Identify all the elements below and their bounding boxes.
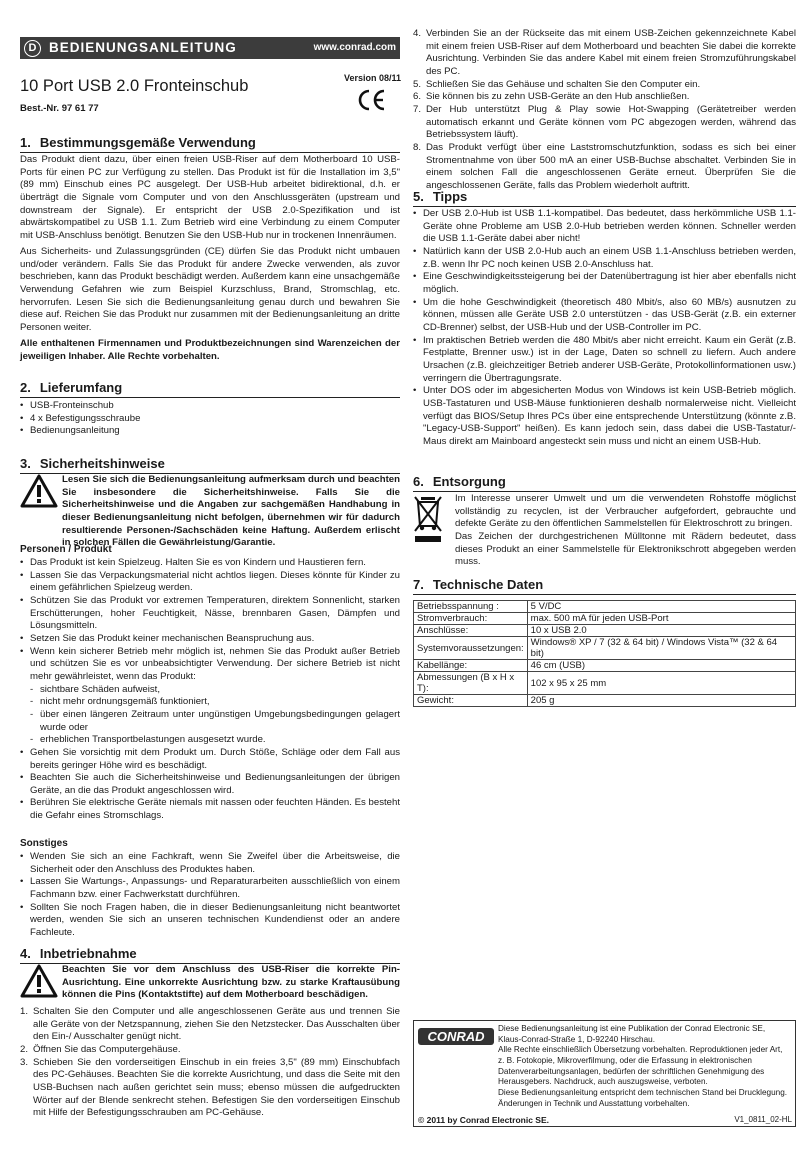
warning-triangle-icon xyxy=(20,474,58,508)
list-item: • Berühren Sie elektrische Geräte niemals mit nassen oder feuchten Händen. Es besteht die Gefahr eines Stromschlags. xyxy=(20,797,400,822)
list-item: • Lassen Sie das Verpackungsmaterial nicht achtlos liegen. Dieses könnte für Kinder zu einem gefährlichen Spielzeug werden. xyxy=(20,570,400,595)
list-item: • Schützen Sie das Produkt vor extremen Temperaturen, direktem Sonnenlicht, starken Erschütterungen, hoher Feuchtigkeit, Nässe, brennbaren Gasen, Dämpfen und Lösungsmitteln. xyxy=(20,595,400,633)
table-row: Stromverbrauch: max. 500 mA für jeden USB-Port xyxy=(414,613,796,625)
list-item: 6. Sie können bis zu zehn USB-Geräte an den Hub anschließen. xyxy=(413,91,690,103)
version-code: V1_0811_02-HL xyxy=(734,1115,792,1124)
subheading-other: Sonstiges xyxy=(20,838,68,849)
installation-steps-right xyxy=(413,28,796,193)
list-item: • Gehen Sie vorsichtig mit dem Produkt um. Durch Stöße, Schläge oder dem Fall aus bereits geringer Höhe wird es beschädigt. xyxy=(20,747,400,772)
section-heading-6: 6. Entsorgung xyxy=(413,473,796,492)
intro-paragraph: Das Produkt dient dazu, über einen freien USB-Riser auf dem Motherboard 10 USB-Ports für einen PC zur Verfügung zu stellen. Das Produkt ist für die Installation im 3,5" (89 mm) Einschub eines PC ausgelegt. Der USB-Hub arbeitet bidirektional, d.h. er überträgt die Signale vom Computer und von den Anschlussgeräten (upstream und downstream der Signale). Er entspricht der USB 2.0-Spezifikation und ist abwärtskompatibel zu USB 1.1. Zum Betrieb wird eine Verbindung zu einem Computer mit USB-Anschluss benötigt. Benutzen Sie den USB-Hub nur in trockenen Innenräumen. xyxy=(20,154,400,241)
disposal-paragraph: Im Interesse unserer Umwelt und um die verwendeten Rohstoffe möglichst vollständig zu recyclen, ist der Verbraucher aufgefordert, gebrauchte und defekte Geräte zu den öffentlichen Sammelstellen für Elektroschrott zu bringen. xyxy=(455,493,796,530)
list-item: • Wenn kein sicherer Betrieb mehr möglich ist, nehmen Sie das Produkt außer Betrieb und schützen Sie es vor unbeabsichtigter Verwendung. Der sichere Betrieb ist nicht mehr gewährleistet, wenn das Produkt: xyxy=(20,646,400,684)
list-item: • Sollten Sie noch Fragen haben, die in dieser Bedienungsanleitung nicht beantwortet werden, wenden Sie sich an unseren technischen Kundendienst oder an andere Fachleute. xyxy=(20,902,400,940)
list-item: • Das Produkt ist kein Spielzeug. Halten Sie es von Kindern und Haustieren fern. xyxy=(20,557,400,570)
section-heading-2: 2. Lieferumfang xyxy=(20,379,400,398)
table-row: Systemvoraussetzungen: Windows® XP / 7 (32 & 64 bit) / Windows Vista™ (32 & 64 bit) xyxy=(414,637,796,660)
list-item: - nicht mehr ordnungsgemäß funktioniert, xyxy=(20,696,400,709)
list-item: • Unter DOS oder im abgesicherten Modus von Windows ist kein USB-Betrieb möglich. USB-Tastaturen und USB-Mäuse funktionieren deshalb normalerweise nicht. Vielleicht verfügt das BIOS/Setup Ihres PCs über eine entsprechende Unterstützung (könnte z.B. "Legacy-USB-Support" heißen). Es kann jedoch sein, dass dabei die USB-Tastatur/-Maus direkt am Mainboard angesteckt sein muss und nicht an einem USB-Hub. xyxy=(413,385,796,448)
section-heading-3: 3. Sicherheitshinweise xyxy=(20,455,400,474)
list-item: 5. Schließen Sie das Gehäuse und schalten Sie den Computer ein. xyxy=(413,78,701,90)
installation-warning-text: Beachten Sie vor dem Anschluss des USB-Riser die korrekte Pin-Ausrichtung. Eine unkorrekte Ausrichtung bzw. zu starke Kraftausübung können die Pins (Kontaktstifte) auf dem Motherboard beschädigen. xyxy=(62,964,400,1001)
list-item: 4. Verbinden Sie an der Rückseite das mit einem USB-Zeichen gekennzeichnete Kabel mit einem freien USB-Riser auf dem Motherboard und beachten Sie dabei die korrekte Ausrichtung. Verbinden Sie das andere Kabel mit einem freien Stromzuführungskabel des PC. xyxy=(413,28,796,77)
list-item: - sichtbare Schäden aufweist, xyxy=(20,684,400,697)
list-item: 2. Öffnen Sie das Computergehäuse. xyxy=(20,1043,181,1055)
country-badge: D xyxy=(24,40,41,57)
order-number: Best.-Nr. 97 61 77 xyxy=(20,103,99,114)
section-heading-5: 5. Tipps xyxy=(413,188,796,207)
table-row: Anschlüsse: 10 x USB 2.0 xyxy=(414,625,796,637)
table-row: Abmessungen (B x H x T): 102 x 95 x 25 mm xyxy=(414,672,796,695)
publisher-footer xyxy=(413,1020,796,1127)
list-item: • Lassen Sie Wartungs-, Anpassungs- und Reparaturarbeiten ausschließlich von einem Fachmann bzw. einer Fachwerkstatt durchführen. xyxy=(20,876,400,901)
document-title: 10 Port USB 2.0 Fronteinschub xyxy=(20,77,249,95)
tech-specs-table xyxy=(413,600,796,707)
list-item: 3. Schieben Sie den vorderseitigen Einschub in ein freies 3,5" (89 mm) Einschubfach des PC-Gehäuses. Beachten Sie die korrekte Ausrichtung, und dass die Seite mit den USB-Buchsen nach außen gerichtet sein muss; ebenso müssen die aufgedruckten Wörter auf der Blende senkrecht stehen. Befestigen Sie den vorderseitigen Einschub mit Hilfe der Befestigungsschrauben am PC-Gehäuse. xyxy=(20,1056,400,1119)
list-item: • Setzen Sie das Produkt keiner mechanischen Beanspruchung aus. xyxy=(20,633,400,646)
section-heading-7: 7. Technische Daten xyxy=(413,576,796,595)
list-item: 7. Der Hub unterstützt Plug & Play sowie Hot-Swapping (Gerätetreiber werden automatisch erkannt und Geräte können vom PC abgezogen werden, während das Betriebssystem läuft). xyxy=(413,103,796,141)
list-item: • Wenden Sie sich an eine Fachkraft, wenn Sie Zweifel über die Arbeitsweise, die Sicherheit oder den Anschluss des Produktes haben. xyxy=(20,851,400,876)
safety-warning-box xyxy=(20,474,400,550)
list-item: • Im praktischen Betrieb werden die 480 Mbit/s aber nicht erreicht. Kaum ein Gerät (z.B. Festplatte, Brenner usw.) ist in der Lage, Daten so schnell zu liefern. Auch andere Ursachen (z.B. gleichzeitiger Betrieb anderer USB-Geräte, Protokollinformationen usw.) verringern die Übertragungsrate. xyxy=(413,335,796,386)
other-list xyxy=(20,851,400,940)
crossed-bin-icon xyxy=(413,493,443,543)
version-label: Version 08/11 xyxy=(344,73,402,83)
warning-triangle-icon xyxy=(20,964,58,998)
list-item: - erheblichen Transportbelastungen ausgesetzt wurde. xyxy=(20,734,400,747)
table-row: Gewicht: 205 g xyxy=(414,695,796,707)
delivery-list xyxy=(20,400,400,438)
list-item: • Der USB 2.0-Hub ist USB 1.1-kompatibel. Das bedeutet, dass herkömmliche USB 1.1-Geräte ohne Probleme am USB 2.0-Hub betrieben werden können. Schneller werden die USB 1.1-Geräte dabei aber nicht! xyxy=(413,208,796,246)
tips-list xyxy=(413,208,796,448)
list-item: • USB-Fronteinschub xyxy=(20,400,400,413)
ce-mark-icon xyxy=(357,88,387,112)
safety-list-continued xyxy=(20,747,400,823)
table-row: Kabellänge: 46 cm (USB) xyxy=(414,660,796,672)
list-item: • Um die hohe Geschwindigkeit (theoretisch 480 Mbit/s, also 60 MB/s) ausnutzen zu können, müssen alle Geräte USB 2.0 unterstützen - das USB-Gerät (z.B. ein externer CD-Brenner) selbst, der USB-Hub und der USB-Controller im PC. xyxy=(413,297,796,335)
safety-warning-text: Lesen Sie sich die Bedienungsanleitung aufmerksam durch und beachten Sie insbesondere die Sicherheitshinweise. Falls Sie die Sicherheitshinweise und die Angaben zur sachgemäßen Handhabung in dieser Bedienungsanleitung nicht befolgen, übernehmen wir für dadurch resultierende Personen-/Sachschäden keine Haftung. Außerdem erlischt in solchen Fällen die Gewährleistung/Garantie. xyxy=(62,474,400,549)
header-banner xyxy=(20,37,400,59)
list-item: • Natürlich kann der USB 2.0-Hub auch an einem USB 1.1-Anschluss betrieben werden, z.B. wenn Ihr PC noch keinen USB 2.0-Anschluss hat. xyxy=(413,246,796,271)
website-link[interactable]: www.conrad.com xyxy=(313,42,396,54)
bin-symbol-paragraph: Das Zeichen der durchgestrichenen Mülltonne mit Rädern bedeutet, dass dieses Produkt an einer Sammelstelle für Elektronikschrott abgegeben werden muss. xyxy=(455,530,796,568)
safety-intro-paragraph: Aus Sicherheits- und Zulassungsgründen (CE) dürfen Sie das Produkt nicht umbauen und/oder verändern. Falls Sie das Produkt für andere Zwecke verwenden, als zuvor beschrieben, kann das Produkt beschädigt werden. Außerdem kann eine unsachgemäße Verwendung Gefahren wie zum Beispiel Kurzschluss, Brand, Stromschlag, etc. hervorrufen. Lesen Sie sich die Bedienungsanleitung genau durch und bewahren Sie diese auf. Reichen Sie das Produkt nur zusammen mit der Bedienungsanleitung an dritte Personen weiter. xyxy=(20,246,400,333)
section-heading-1: 1. Bestimmungsgemäße Verwendung xyxy=(20,134,400,153)
list-item: • Beachten Sie auch die Sicherheitshinweise und Bedienungsanleitungen der übrigen Geräte, an die das Produkt angeschlossen wird. xyxy=(20,772,400,797)
safety-list xyxy=(20,557,400,684)
list-item: - über einen längeren Zeitraum unter ungünstigen Umgebungsbedingungen gelagert wurde oder xyxy=(20,709,400,734)
copyright: © 2011 by Conrad Electronic SE. xyxy=(418,1115,549,1125)
list-item: • 4 x Befestigungsschraube xyxy=(20,413,400,426)
conrad-logo: CONRAD xyxy=(418,1028,494,1045)
section-heading-4: 4. Inbetriebnahme xyxy=(20,945,400,964)
trademark-paragraph: Alle enthaltenen Firmennamen und Produktbezeichnungen sind Warenzeichen der jeweiligen Inhaber. Alle Rechte vorbehalten. xyxy=(20,338,400,362)
subheading-persons: Personen / Produkt xyxy=(20,544,112,555)
list-item: • Bedienungsanleitung xyxy=(20,425,400,438)
list-item: 8. Das Produkt verfügt über eine Laststromschutzfunktion, sodass es sich bei einer Stromentnahme von über 500 mA an einer USB-Buchse abschaltet. Verbinden Sie in einem solchen Fall die angeschlossenen Geräte erneut. Überprüfen Sie die angeschlossenen Geräte, falls das Problem wiederholt auftritt. xyxy=(413,141,796,191)
publisher-text: Diese Bedienungsanleitung ist eine Publikation der Conrad Electronic SE, Klaus-Conrad-Straße 1, D-92240 Hirschau. Alle Rechte einschließlich Übersetzung vorbehalten. Reproduktionen jeder Art, z. B. Fotokopie, Mikroverfilmung, oder die Erfassung in elektronischen Datenverarbeitungsanlagen, bedürfen der schriftlichen Genehmigung des Herausgebers. Nachdruck, auch auszugsweise, verboten. Diese Bedienungsanleitung entspricht dem technischen Stand bei Drucklegung. Änderungen in Technik und Ausstattung vorbehalten. xyxy=(498,1024,788,1108)
list-item: 1. Schalten Sie den Computer und alle angeschlossenen Geräte aus und trennen Sie alle Geräte von der Netzspannung, ziehen Sie den Netzstecker. Das Ausschalten über den Ein-/ Ausschalter genügt nicht. xyxy=(20,1006,400,1043)
condition-list xyxy=(20,684,400,747)
installation-steps-left xyxy=(20,1006,400,1120)
installation-warning-box xyxy=(20,964,400,1003)
table-row: Betriebsspannung : 5 V/DC xyxy=(414,601,796,613)
disposal-block xyxy=(413,493,796,569)
banner-title: BEDIENUNGSANLEITUNG xyxy=(49,40,237,56)
list-item: • Eine Geschwindigkeitssteigerung bei der Datenübertragung ist hier aber ebenfalls nicht möglich. xyxy=(413,271,796,296)
